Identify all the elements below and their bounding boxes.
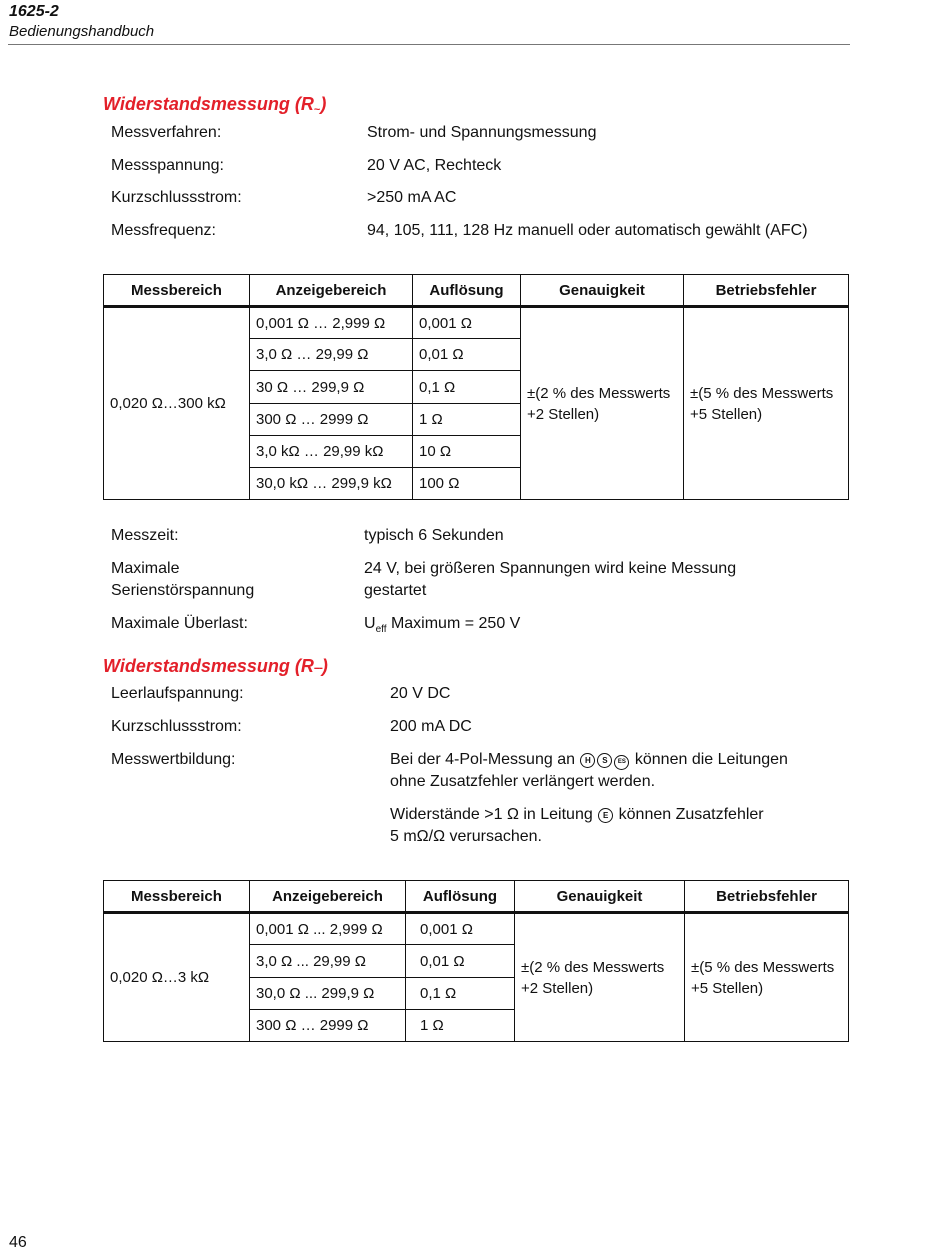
section-title-resistance-ac: Widerstandsmessung (R~): [103, 94, 327, 116]
spec-value: Bei der 4-Pol-Messung an H S ES können die Leitungen ohne Zusatzfehler verlängert werden.: [390, 751, 788, 790]
range-cell: 0,020 Ω…300 kΩ: [104, 307, 250, 500]
spec-value: $U_{eff}$ Maximum = 250 V: [364, 615, 521, 635]
column-header: Betriebsfehler: [684, 275, 849, 307]
spec-note: Widerstände >1 Ω in Leitung E können Zusatzfehler 5 mΩ/Ω verursachen.: [390, 806, 764, 845]
spec-label: Leerlaufspannung:: [111, 685, 244, 702]
resistance-ac-table: [103, 274, 849, 500]
display-range-cell: 30,0 kΩ … 299,9 kΩ: [250, 468, 413, 500]
spec-label: Kurzschlussstrom:: [111, 718, 242, 735]
document-subtitle: Bedienungshandbuch: [9, 23, 155, 40]
resolution-cell: 0,001 Ω: [406, 913, 515, 945]
column-header: Anzeigebereich: [250, 275, 413, 307]
column-header: Genauigkeit: [521, 275, 684, 307]
display-range-cell: 300 Ω … 2999 Ω: [250, 404, 413, 436]
terminal-s-icon: S: [597, 753, 612, 768]
display-range-cell: 300 Ω … 2999 Ω: [250, 1010, 406, 1042]
document-model: 1625-2: [9, 3, 59, 20]
operating-error-cell: ±(5 % des Messwerts +5 Stellen): [684, 307, 849, 500]
spec-label: Kurzschlussstrom:: [111, 189, 242, 206]
column-header: Betriebsfehler: [685, 881, 849, 913]
spec-label: Maximale Überlast:: [111, 615, 248, 632]
terminal-e-icon: E: [598, 808, 613, 823]
resolution-cell: 0,1 Ω: [406, 978, 515, 1010]
terminal-h-icon: H: [580, 753, 595, 768]
spec-label: Messspannung:: [111, 157, 224, 174]
spec-label: Messverfahren:: [111, 124, 222, 141]
spec-label: Messzeit:: [111, 527, 179, 544]
accuracy-cell: ±(2 % des Messwerts +2 Stellen): [515, 913, 685, 1042]
display-range-cell: 3,0 kΩ … 29,99 kΩ: [250, 436, 413, 468]
resolution-cell: 0,01 Ω: [406, 945, 515, 978]
display-range-cell: 0,001 Ω ... 2,999 Ω: [250, 913, 406, 945]
resolution-cell: 10 Ω: [413, 436, 521, 468]
spec-label: Messwertbildung:: [111, 751, 236, 768]
operating-error-cell: ±(5 % des Messwerts +5 Stellen): [685, 913, 849, 1042]
spec-value: >250 mA AC: [367, 189, 457, 206]
spec-label: Maximale Serienstörspannung: [111, 560, 255, 599]
page-number: 46: [9, 1234, 27, 1251]
spec-value: 20 V DC: [390, 685, 451, 702]
spec-value: 200 mA DC: [390, 718, 472, 735]
resolution-cell: 0,01 Ω: [413, 339, 521, 371]
table-row: [104, 913, 849, 945]
display-range-cell: 30,0 Ω ... 299,9 Ω: [250, 978, 406, 1010]
column-header: Anzeigebereich: [250, 881, 406, 913]
spec-value: 24 V, bei größeren Spannungen wird keine Messung gestartet: [364, 560, 737, 599]
display-range-cell: 3,0 Ω ... 29,99 Ω: [250, 945, 406, 978]
display-range-cell: 3,0 Ω … 29,99 Ω: [250, 339, 413, 371]
spec-value: Strom- und Spannungsmessung: [367, 124, 597, 141]
header-divider: [8, 44, 850, 45]
table-row: [104, 307, 849, 339]
display-range-cell: 0,001 Ω … 2,999 Ω: [250, 307, 413, 339]
display-range-cell: 30 Ω … 299,9 Ω: [250, 371, 413, 404]
resolution-cell: 0,001 Ω: [413, 307, 521, 339]
column-header: Messbereich: [104, 881, 250, 913]
spec-value: typisch 6 Sekunden: [364, 527, 504, 544]
column-header: Messbereich: [104, 275, 250, 307]
section-title-resistance-dc: Widerstandsmessung (R---): [103, 656, 328, 676]
resolution-cell: 1 Ω: [413, 404, 521, 436]
resolution-cell: 100 Ω: [413, 468, 521, 500]
spec-value: 94, 105, 111, 128 Hz manuell oder automatisch gewählt (AFC): [367, 222, 808, 239]
resolution-cell: 0,1 Ω: [413, 371, 521, 404]
column-header: Genauigkeit: [515, 881, 685, 913]
column-header: Auflösung: [406, 881, 515, 913]
spec-value: 20 V AC, Rechteck: [367, 157, 502, 174]
accuracy-cell: ±(2 % des Messwerts +2 Stellen): [521, 307, 684, 500]
range-cell: 0,020 Ω…3 kΩ: [104, 913, 250, 1042]
column-header: Auflösung: [413, 275, 521, 307]
resistance-dc-table: [103, 880, 849, 1042]
resolution-cell: 1 Ω: [406, 1010, 515, 1042]
terminal-es-icon: ES: [614, 755, 629, 770]
spec-label: Messfrequenz:: [111, 222, 216, 239]
